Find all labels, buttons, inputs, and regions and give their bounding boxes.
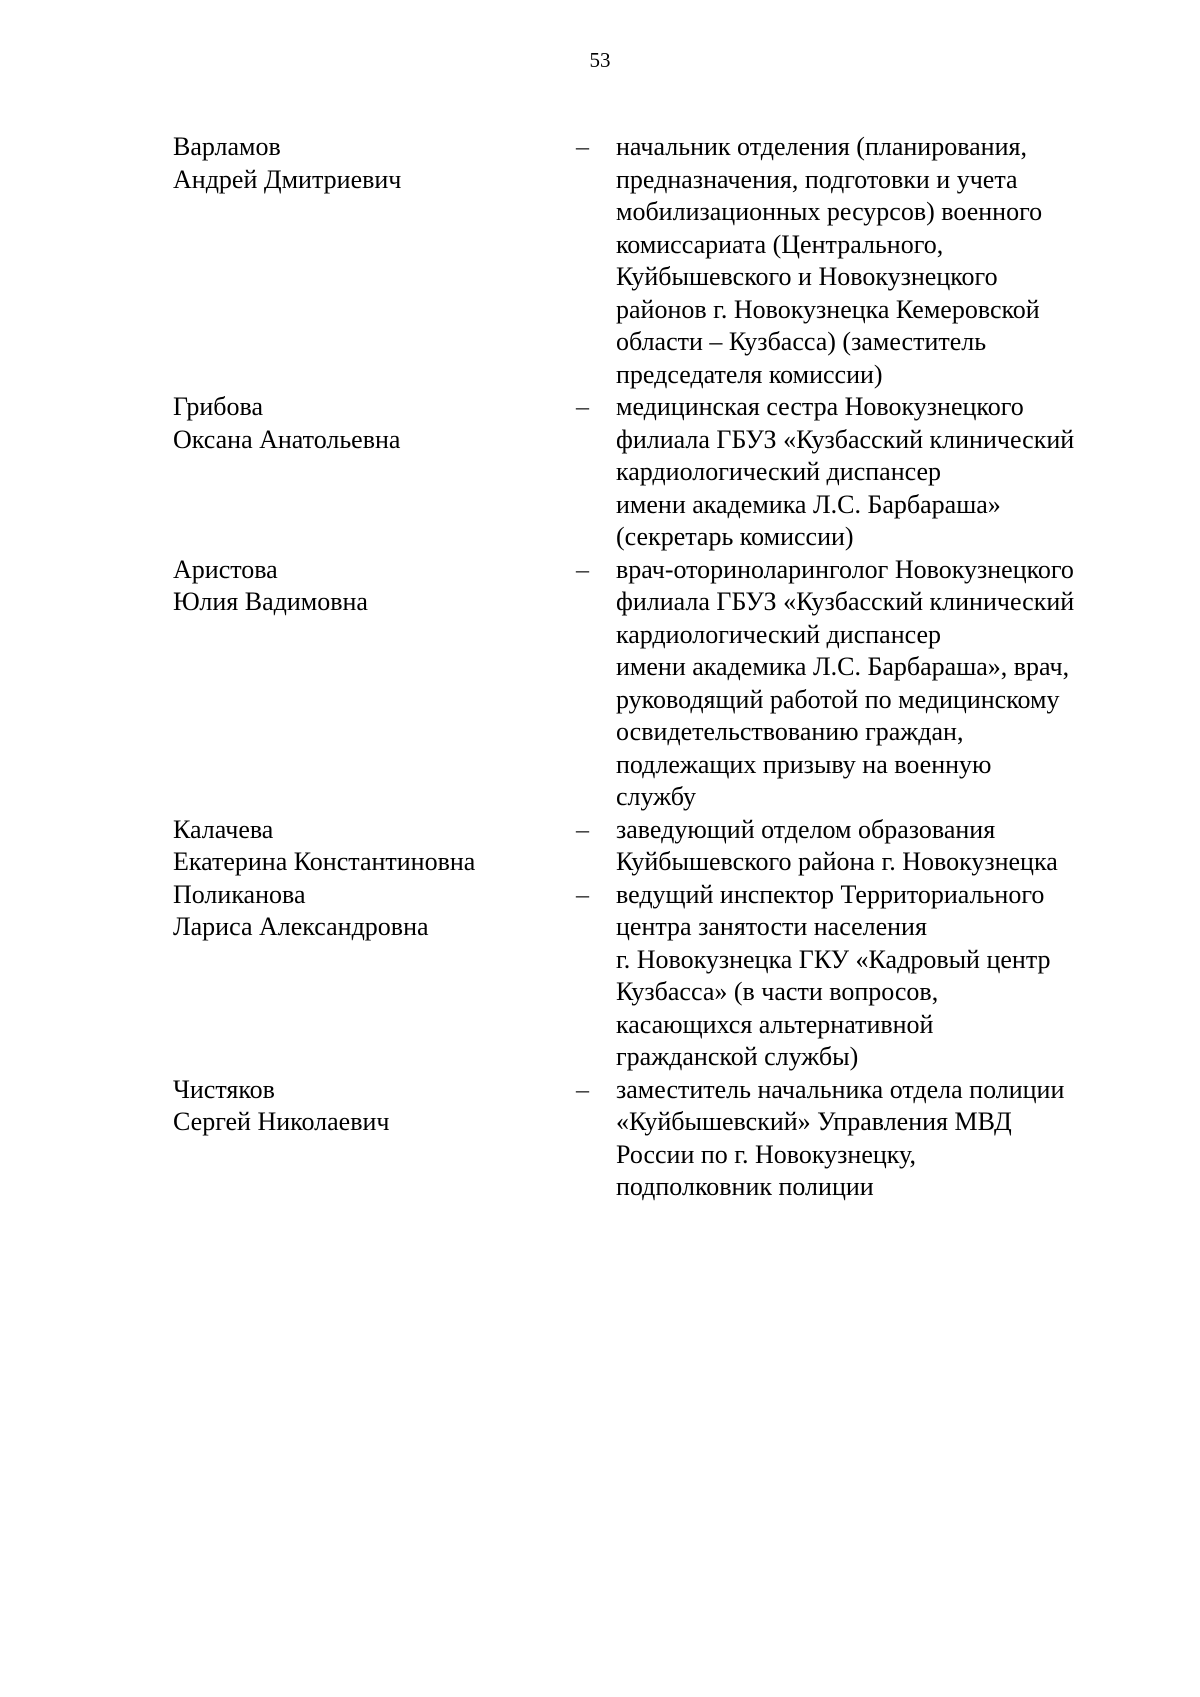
member-given-names: Екатерина Константиновна [173, 847, 476, 876]
member-role [616, 391, 1173, 554]
member-role-line: начальник отделения (планирования, [616, 132, 1027, 161]
page-number: 53 [589, 48, 611, 72]
member-surname: Калачева [173, 814, 274, 844]
member-name [173, 1074, 576, 1139]
member-entry [173, 879, 1173, 1074]
member-role-line: кардиологический диспансер [616, 457, 941, 486]
member-role-line: области – Кузбасса) (заместитель [616, 327, 987, 356]
member-role-line: центра занятости населения [616, 912, 927, 941]
member-role [616, 554, 1173, 814]
member-entry [173, 131, 1173, 391]
member-role [616, 879, 1173, 1074]
member-role-line: Кузбасса» (в части вопросов, [616, 977, 939, 1006]
member-role [616, 131, 1173, 391]
member-name [173, 554, 576, 619]
member-role-line: филиала ГБУЗ «Кузбасский клинический [616, 424, 1075, 454]
member-role-line: подлежащих призыву на военную [616, 749, 992, 779]
member-role [616, 814, 1173, 879]
member-given-names: Лариса Александровна [173, 912, 429, 941]
member-role-line: г. Новокузнецка ГКУ «Кадровый центр [616, 944, 1051, 974]
member-entry [173, 554, 1173, 814]
member-role-line: врач-оториноларинголог Новокузнецкого [616, 554, 1074, 584]
member-entry [173, 814, 1173, 879]
member-role-line: филиала ГБУЗ «Кузбасский клинический [616, 587, 1075, 616]
member-role-line: заместитель начальника отдела полиции [616, 1074, 1065, 1104]
member-role-line: подполковник полиции [616, 1172, 874, 1201]
member-role-line: председателя комиссии) [616, 359, 883, 389]
member-given-names: Оксана Анатольевна [173, 424, 401, 454]
member-surname: Чистяков [173, 1074, 275, 1104]
member-role [616, 1074, 1173, 1204]
member-name [173, 391, 576, 456]
dash-separator: – [576, 132, 589, 161]
member-surname: Поликанова [173, 879, 306, 909]
member-role-line: Куйбышевского и Новокузнецкого [616, 262, 998, 291]
member-name [173, 131, 576, 196]
dash-separator: – [576, 814, 589, 844]
member-role-line: (секретарь комиссии) [616, 522, 854, 551]
member-role-line: комиссариата (Центрального, [616, 229, 944, 259]
member-name [173, 814, 576, 879]
member-entry [173, 391, 1173, 554]
member-role-line: касающихся альтернативной [616, 1009, 934, 1039]
member-role-line: имени академика Л.С. Барбараша», врач, [616, 652, 1070, 681]
member-role-line: Куйбышевского района г. Новокузнецка [616, 847, 1058, 876]
dash-separator: – [576, 879, 589, 909]
member-role-line: кардиологический диспансер [616, 619, 941, 649]
member-role-line: районов г. Новокузнецка Кемеровской [616, 294, 1040, 324]
member-role-line: медицинская сестра Новокузнецкого [616, 392, 1024, 421]
member-given-names: Сергей Николаевич [173, 1107, 390, 1136]
member-surname: Аристова [173, 554, 278, 584]
member-role-line: гражданской службы) [616, 1042, 859, 1071]
member-name [173, 879, 576, 944]
member-role-line: «Куйбышевский» Управления МВД [616, 1107, 1012, 1136]
member-role-line: России по г. Новокузнецку, [616, 1139, 916, 1169]
member-given-names: Андрей Дмитриевич [173, 164, 402, 194]
member-entry [173, 1074, 1173, 1204]
member-role-line: руководящий работой по медицинскому [616, 684, 1060, 714]
member-role-line: мобилизационных ресурсов) военного [616, 197, 1043, 226]
member-role-line: предназначения, подготовки и учета [616, 164, 1018, 194]
dash-separator: – [576, 554, 589, 584]
member-role-line: освидетельствованию граждан, [616, 717, 964, 746]
dash-separator: – [576, 392, 589, 421]
member-role-line: службу [616, 782, 697, 811]
member-surname: Варламов [173, 132, 281, 161]
member-given-names: Юлия Вадимовна [173, 587, 368, 616]
dash-separator: – [576, 1074, 589, 1104]
member-role-line: имени академика Л.С. Барбараша» [616, 489, 1001, 519]
member-role-line: ведущий инспектор Территориального [616, 879, 1045, 909]
member-surname: Грибова [173, 392, 264, 421]
commission-members-list [173, 131, 1173, 1204]
member-role-line: заведующий отделом образования [616, 814, 996, 844]
